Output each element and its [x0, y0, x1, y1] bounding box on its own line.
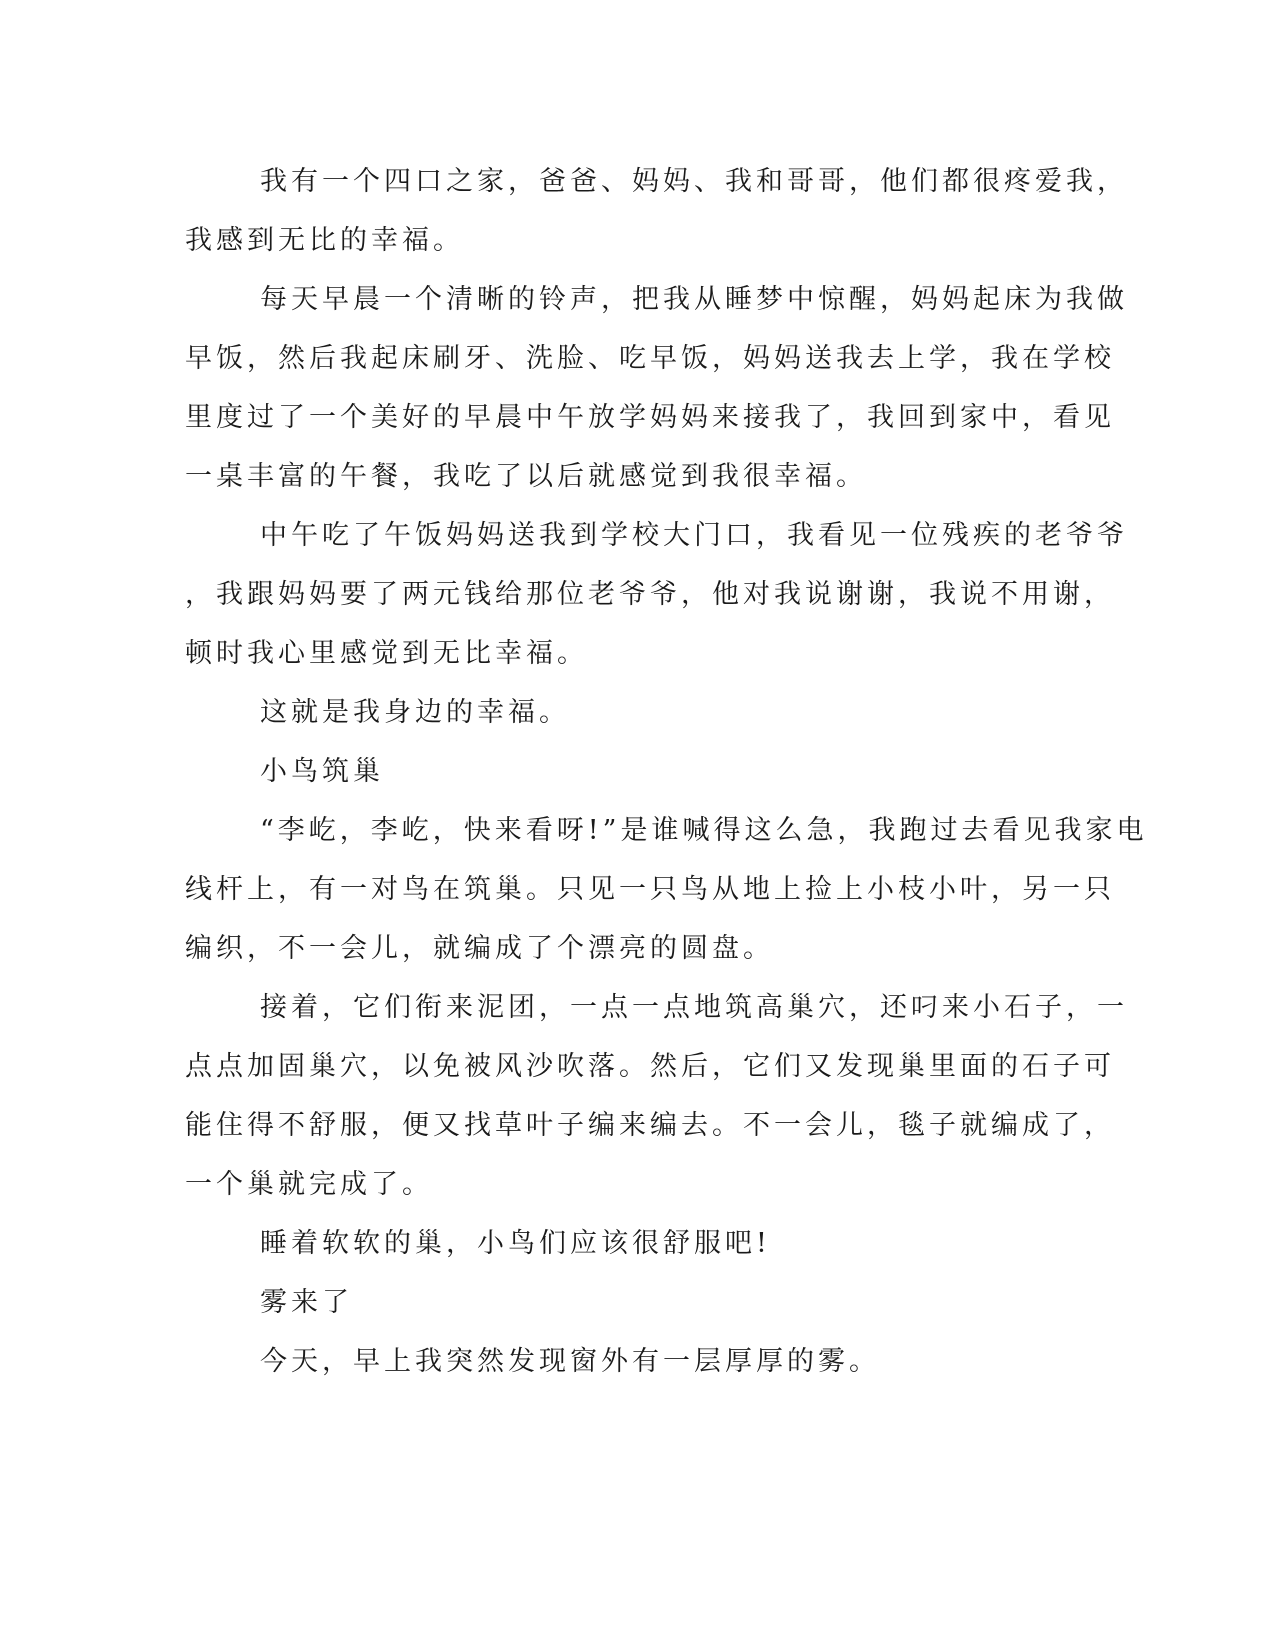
text-line: 一桌丰富的午餐，我吃了以后就感觉到我很幸福。 [185, 461, 867, 492]
section-title-text: 雾来了 [260, 1287, 353, 1318]
text-line: 里度过了一个美好的早晨中午放学妈妈来接我了，我回到家中，看见 [185, 402, 1115, 433]
text-line: 接着，它们衔来泥团，一点一点地筑高巢穴，还叼来小石子，一 [260, 992, 1128, 1023]
section-title [185, 1273, 1085, 1332]
section-title [185, 742, 1085, 801]
paragraph [185, 683, 1085, 742]
text-line: 我感到无比的幸福。 [185, 225, 464, 256]
text-line: 我有一个四口之家，爸爸、妈妈、我和哥哥，他们都很疼爱我， [260, 166, 1128, 197]
text-line: “李屹，李屹，快来看呀!”是谁喊得这么急，我跑过去看见我家电 [260, 815, 1148, 846]
text-line: 中午吃了午饭妈妈送我到学校大门口，我看见一位残疾的老爷爷 [260, 520, 1128, 551]
text-line: 早饭，然后我起床刷牙、洗脸、吃早饭，妈妈送我去上学，我在学校 [185, 343, 1115, 374]
paragraph [185, 978, 1128, 1214]
text-line: 编织，不一会儿，就编成了个漂亮的圆盘。 [185, 933, 774, 964]
text-line: 顿时我心里感觉到无比幸福。 [185, 638, 588, 669]
text-line: 睡着软软的巢，小鸟们应该很舒服吧! [260, 1228, 771, 1259]
paragraph [185, 1332, 1085, 1391]
text-line: 线杆上，有一对鸟在筑巢。只见一只鸟从地上捡上小枝小叶，另一只 [185, 874, 1115, 905]
text-line: 一个巢就完成了。 [185, 1169, 433, 1200]
paragraph [185, 1214, 1085, 1273]
text-line: 这就是我身边的幸福。 [260, 697, 570, 728]
text-line: 能住得不舒服，便又找草叶子编来编去。不一会儿，毯子就编成了， [185, 1110, 1115, 1141]
paragraph [185, 506, 1128, 683]
paragraph [185, 152, 1128, 270]
section-title-text: 小鸟筑巢 [260, 756, 384, 787]
text-line: ，我跟妈妈要了两元钱给那位老爷爷，他对我说谢谢，我说不用谢， [185, 579, 1115, 610]
document-body [185, 152, 1148, 1391]
text-line: 每天早晨一个清晰的铃声，把我从睡梦中惊醒，妈妈起床为我做 [260, 284, 1128, 315]
text-line: 今天，早上我突然发现窗外有一层厚厚的雾。 [260, 1346, 880, 1377]
text-line: 点点加固巢穴，以免被风沙吹落。然后，它们又发现巢里面的石子可 [185, 1051, 1115, 1082]
paragraph [185, 270, 1128, 506]
paragraph [185, 801, 1148, 978]
